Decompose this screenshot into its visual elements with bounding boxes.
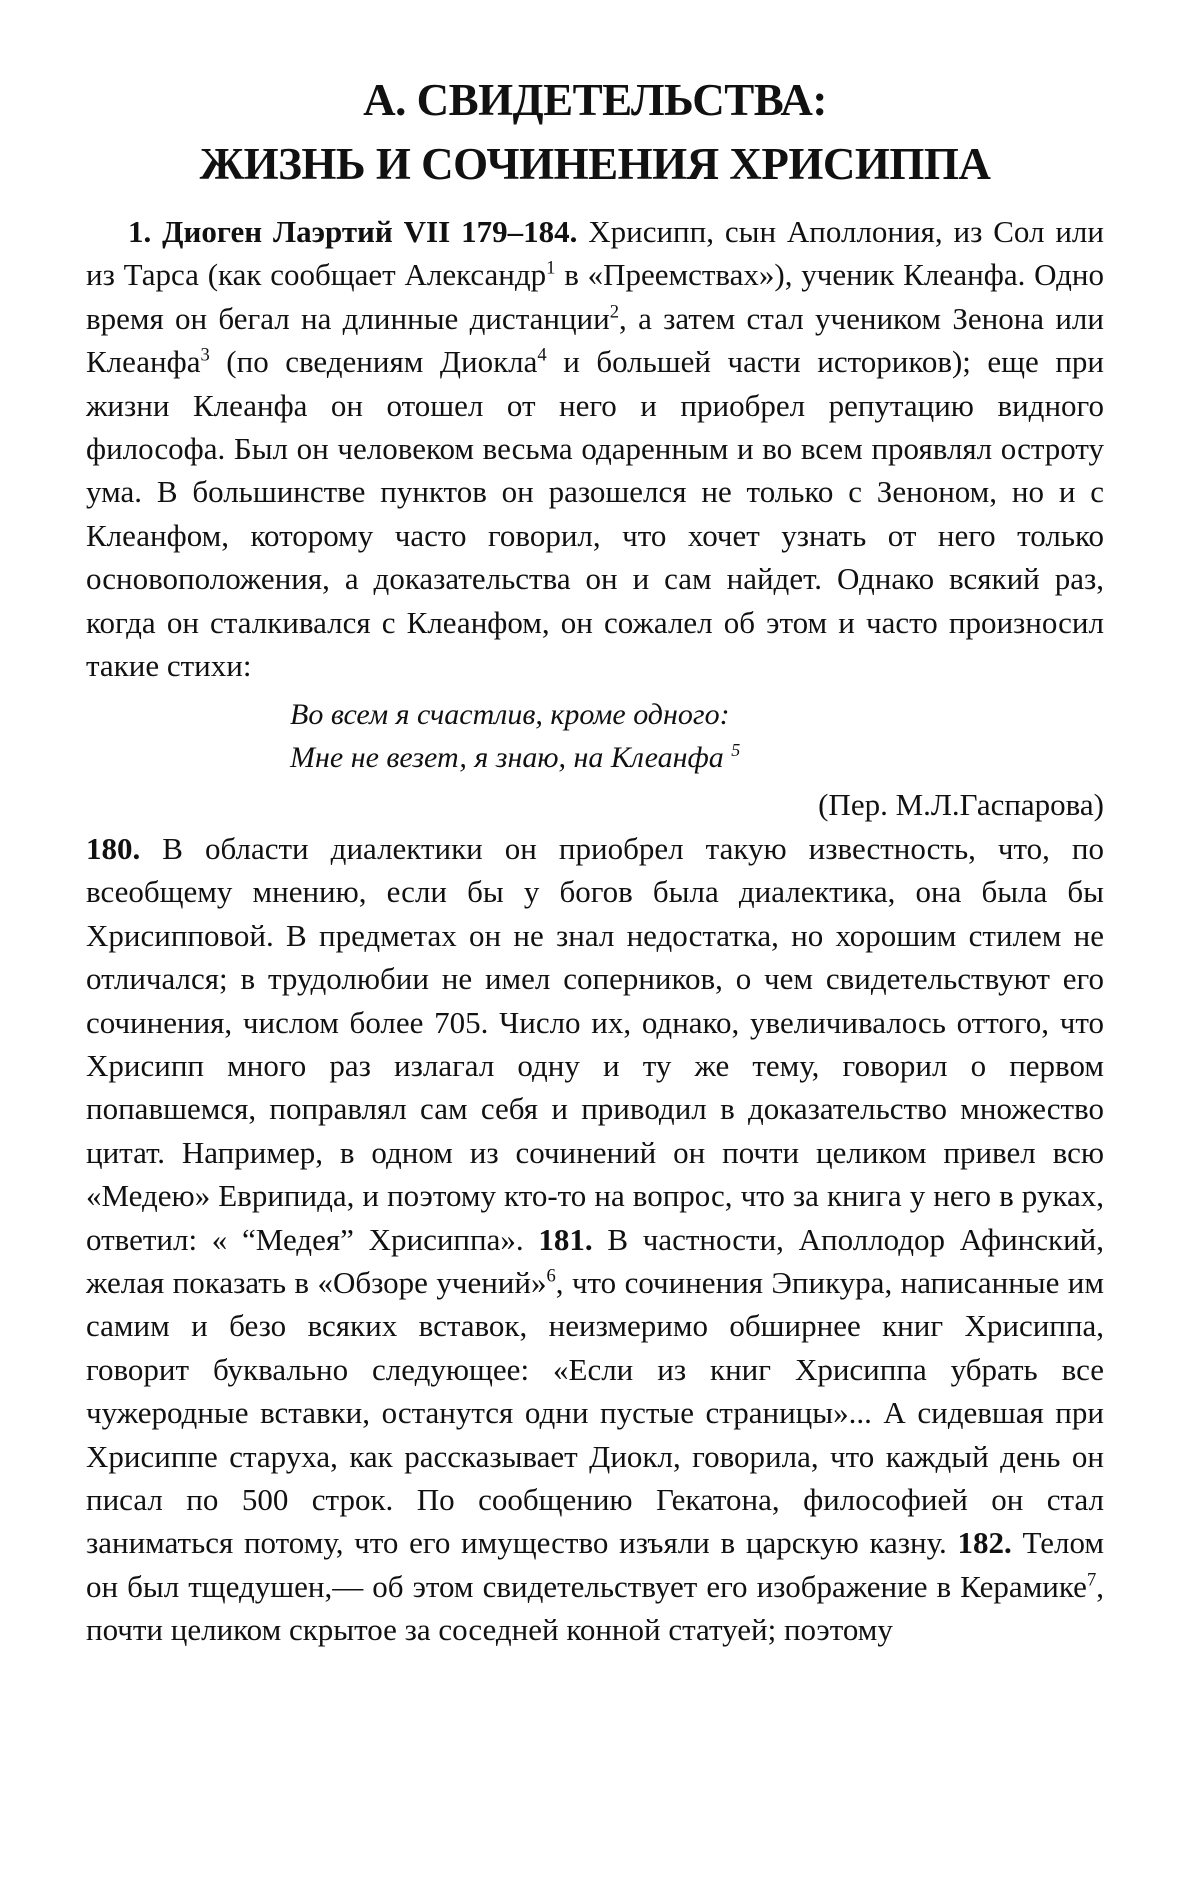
- text-segment: , почти целиком скрытое за соседней конной статуей; поэтому: [86, 1568, 1104, 1648]
- section-number-180: 180.: [86, 830, 141, 866]
- verse-quote: [86, 693, 1104, 779]
- text-segment: В области диалектики он приобрел такую известность, что, по всеобщему мнению, если бы у богов была диалектика, она была бы Хрисипповой. В предметах он не знал недостатка, но хорошим стилем не отличался; в трудолюбии не имел соперников, о чем свидетельствуют его сочинения, числом более 705. Число их, однако, увеличивалось оттого, что Хрисипп много раз излагал одну и ту же тему, говорил о первом попавшемся, поправлял сам себя и приводил в доказательство множество цитат. Например, в одном из сочинений он почти целиком привел всю «Медею» Еврипида, и поэтому кто-то на вопрос, что за книга у него в руках, ответил: « “Медея” Хрисиппа».: [86, 830, 1104, 1257]
- verse-line-1: Во всем я счастлив, кроме одного:: [290, 698, 730, 732]
- footnote-marker: 3: [200, 344, 210, 366]
- footnote-marker: 6: [546, 1265, 556, 1287]
- source-reference: 1. Диоген Лаэртий VII 179–184.: [128, 214, 578, 249]
- text-segment: и большей части историков); еще при жизни Клеанфа он отошел от него и приобрел репутацию видного философа. Был он человеком весьма одаренным и во всем проявлял остроту ума. В большинстве пунктов он разошелся не только с Зеноном, но и с Клеанфом, которому часто говорил, что хочет узнать от него только основоположения, а доказательства он и сам найдет. Однако всякий раз, когда он сталкивался с Клеанфом, он сожалел об этом и часто произносил такие стихи:: [86, 344, 1104, 684]
- text-segment: в «Преемствах»), ученик Клеанфа. Одно время он бегал на длинные дистанции: [86, 257, 1104, 336]
- text-segment: Телом он был тщедушен,— об этом свидетельствует его изображение в Керамике: [86, 1525, 1104, 1604]
- paragraph-2: [86, 827, 1104, 1652]
- footnote-marker: 2: [609, 301, 620, 323]
- text-segment: Хрисипп, сын Аполлония, из Сол или из Тарса (как сообщает Александр: [86, 214, 1104, 293]
- chapter-heading: [86, 68, 1104, 196]
- text-segment: , что сочинения Эпикура, написанные им самим и безо всяких вставок, неизмеримо обширнее книг Хрисиппа, говорит буквально следующее: «Если из книг Хрисиппа убрать все чужеродные вставки, останутся одни пустые страницы»... А сидевшая при Хрисиппе старуха, как рассказывает Диокл, говорила, что каждый день он писал по 500 строк. По сообщению Гекатона, философией он стал заниматься потому, что его имущество изъяли в царскую казну.: [86, 1264, 1105, 1561]
- text-segment: В частности, Аполлодор Афинский, желая показать в «Обзоре учений»: [86, 1221, 1105, 1300]
- paragraph-1: [86, 210, 1104, 687]
- section-number-181: 181.: [538, 1221, 593, 1257]
- footnote-marker: 4: [537, 344, 547, 366]
- text-segment: , а затем стал учеником Зенона или Клеанфа: [86, 300, 1104, 380]
- footnote-marker: 5: [731, 740, 741, 761]
- translator-attribution: (Пер. М.Л.Гаспарова): [818, 787, 1104, 823]
- verse-line-2: [290, 736, 1104, 779]
- chapter-heading-line-2: ЖИЗНЬ И СОЧИНЕНИЯ ХРИСИППА: [199, 139, 991, 189]
- body-text: [86, 210, 1104, 1652]
- chapter-heading-line-1: А. СВИДЕТЕЛЬСТВА:: [363, 75, 827, 125]
- verse-line-2-text: Мне не везет, я знаю, на Клеанфа: [290, 741, 724, 775]
- footnote-marker: 1: [546, 258, 556, 280]
- footnote-marker: 7: [1086, 1569, 1097, 1591]
- text-segment: (по сведениям Диокла: [209, 344, 538, 380]
- section-number-182: 182.: [957, 1525, 1012, 1561]
